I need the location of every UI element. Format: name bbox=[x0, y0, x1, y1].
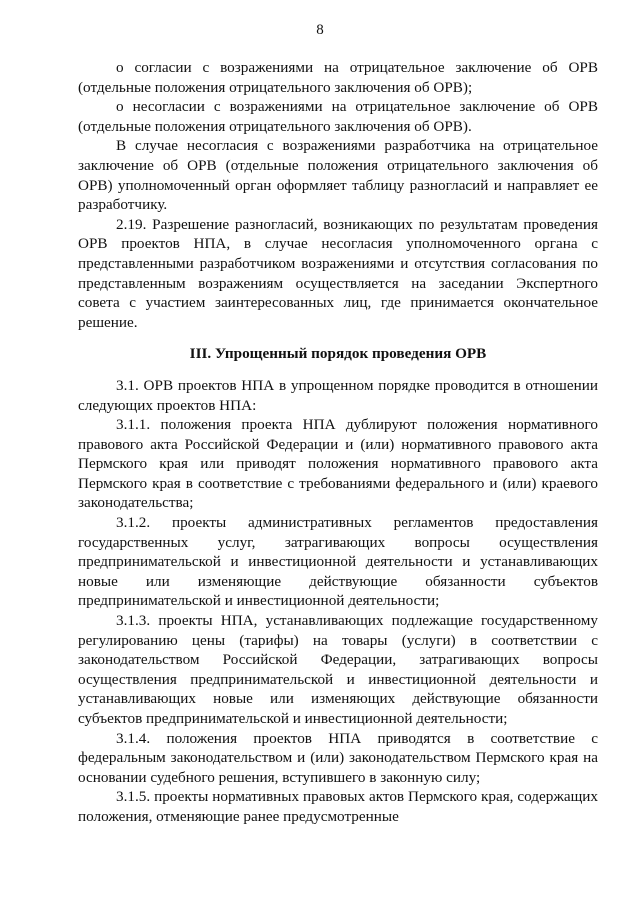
page-number: 8 bbox=[316, 22, 324, 38]
paragraph-3-1: 3.1. ОРВ проектов НПА в упрощенном порядке проводится в отношении следующих проектов НПА: bbox=[78, 376, 598, 414]
paragraph-3-1-1: 3.1.1. положения проекта НПА дублируют положения нормативного правового акта Российской Федерации и (или) нормативного правового акта Пермского края или приводят положения нормативного правового акта Пермского края в соответствие с требованиями федерального и (или) краевого законодательства; bbox=[78, 416, 598, 512]
paragraph-3-1-5: 3.1.5. проекты нормативных правовых актов Пермского края, содержащих положения, отменяющие ранее предусмотренные bbox=[78, 788, 598, 825]
document-body bbox=[78, 58, 598, 827]
paragraph-disagreement-option: о несогласии с возражениями на отрицательное заключение об ОРВ (отдельные положения отрицательного заключения об ОРВ). bbox=[78, 98, 598, 135]
paragraph-3-1-4: 3.1.4. положения проектов НПА приводятся в соответствие с федеральным законодательством и (или) законодательством Пермского края на основании судебного решения, вступившего в законную силу; bbox=[78, 729, 598, 786]
paragraph-disagreement-table: В случае несогласия с возражениями разработчика на отрицательное заключение об ОРВ (отдельные положения отрицательного заключения об ОРВ) уполномоченный орган оформляет таблицу разногласий и направляет ее разработчику. bbox=[78, 137, 598, 214]
paragraph-agreement-option: о согласии с возражениями на отрицательное заключение об ОРВ (отдельные положения отрицательного заключения об ОРВ); bbox=[78, 59, 598, 96]
paragraph-3-1-2: 3.1.2. проекты административных регламентов предоставления государственных услуг, затрагивающих вопросы осуществления предпринимательской и инвестиционной деятельности и устанавливающих новые или изменяющие действующие обязанности субъектов предпринимательской и инвестиционной деятельности; bbox=[78, 514, 598, 610]
paragraph-2-19: 2.19. Разрешение разногласий, возникающих по результатам проведения ОРВ проектов НПА, в случае несогласия уполномоченного органа с представленными разработчиком возражениями и отсутствия согласования по представленным возражениям осуществляется на заседании Экспертного совета с участием заинтересованных лиц, где принимается окончательное решение. bbox=[78, 215, 598, 331]
section-heading: III. Упрощенный порядок проведения ОРВ bbox=[189, 345, 487, 363]
paragraph-3-1-3: 3.1.3. проекты НПА, устанавливающих подлежащие государственному регулированию цены (тарифы) на товары (услуги) в соответствии с законодательством Российской Федерации, затрагивающих вопросы осуществления предпринимательской и инвестиционной деятельности и устанавливающих новые или изменяющих действующие обязанности субъектов предпринимательской и инвестиционной деятельности; bbox=[78, 612, 598, 727]
